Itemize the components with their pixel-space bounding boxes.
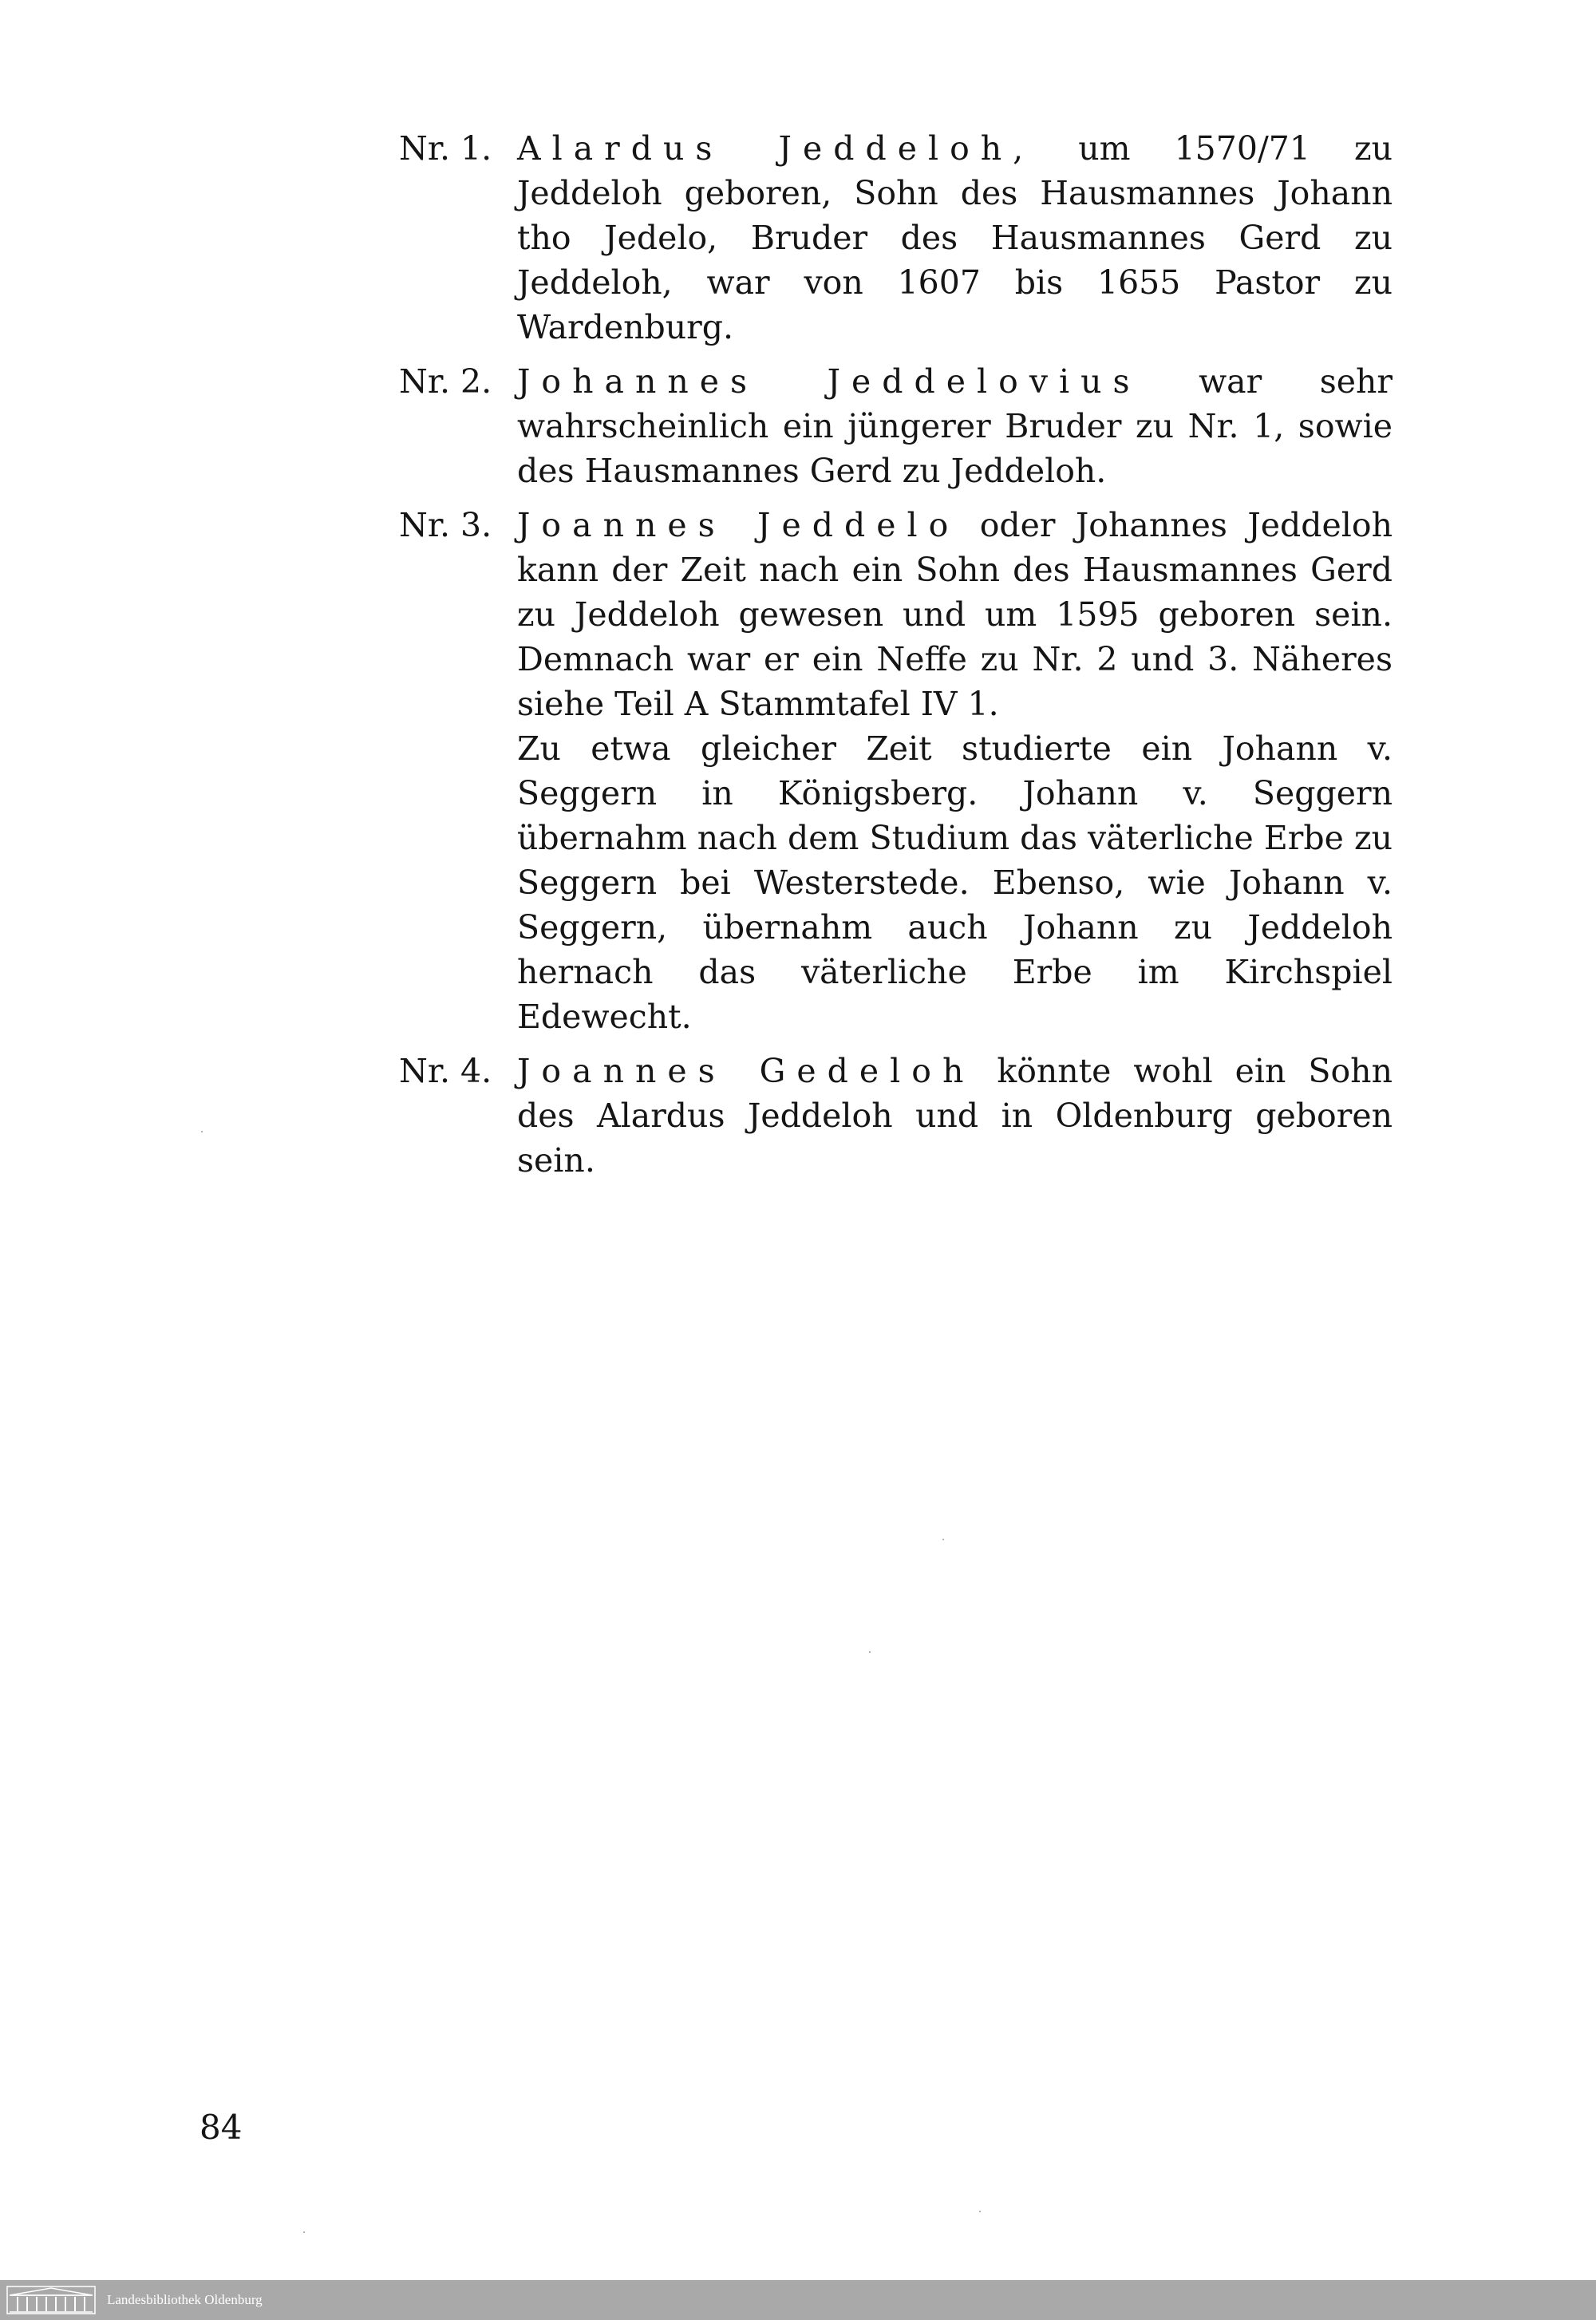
entry-text: um 1570/71 zu Jeddeloh geboren, Sohn des Hausmannes Johann tho Jedelo, Bruder des Hausmannes Gerd zu Jeddeloh, war von 1607 bis 1655 Pastor zu Wardenburg. [517, 129, 1393, 346]
entry-1 [399, 126, 1393, 350]
entry-number: Nr. 3. [399, 506, 492, 544]
library-name: Landesbibliothek Oldenburg [107, 2292, 263, 2307]
scan-speck [979, 2211, 981, 2212]
entry-body [517, 126, 1393, 350]
entry-body [517, 359, 1393, 493]
entry-text: oder Johannes Jeddeloh kann der Zeit nach ein Sohn des Hausmannes Gerd zu Jeddeloh gewesen und um 1595 geboren sein. Demnach war er ein Neffe zu Nr. 2 und 3. Näheres siehe Teil A Stammtafel IV 1. [517, 506, 1393, 723]
library-building-icon [6, 2286, 96, 2314]
scan-speck [942, 1539, 944, 1540]
entry-body [517, 503, 1393, 1039]
scan-speck [869, 1651, 871, 1653]
entry-3 [399, 503, 1393, 1039]
entry-number: Nr. 2. [399, 362, 492, 401]
page-number: 84 [200, 2108, 243, 2147]
entry-paragraph [517, 1049, 1393, 1183]
entry-number: Nr. 1. [399, 129, 492, 168]
entry-number: Nr. 4. [399, 1052, 492, 1090]
entry-paragraph [517, 503, 1393, 726]
entry-body [517, 1049, 1393, 1183]
entry-4 [399, 1049, 1393, 1183]
entry-name: Joannes Gedeloh [517, 1052, 975, 1090]
footer-bar [0, 2280, 1596, 2320]
entry-name: Johannes Jeddelovius [517, 362, 1141, 401]
scan-speck [201, 1131, 203, 1132]
entry-name: Alardus Jeddeloh, [517, 129, 1035, 168]
entry-paragraph-continued: Zu etwa gleicher Zeit studierte ein Johann v. Seggern in Königsberg. Johann v. Seggern übernahm nach dem Studium das väterliche Erbe zu Seggern bei Westerstede. Ebenso, wie Johann v. Seggern, übernahm auch Johann zu Jeddeloh hernach das väterliche Erbe im Kirchspiel Edewecht. [517, 729, 1393, 1036]
entry-text: könnte wohl ein Sohn des Alardus Jeddeloh und in Oldenburg geboren sein. [517, 1052, 1393, 1180]
entry-paragraph [517, 126, 1393, 350]
entry-2 [399, 359, 1393, 493]
entry-name: Joannes Jeddelo [517, 506, 960, 544]
entry-list [399, 126, 1393, 1192]
entry-paragraph [517, 359, 1393, 493]
scan-speck [303, 2231, 305, 2233]
entry-text: war sehr wahrscheinlich ein jüngerer Bruder zu Nr. 1, sowie des Hausmannes Gerd zu Jeddeloh. [517, 362, 1393, 490]
